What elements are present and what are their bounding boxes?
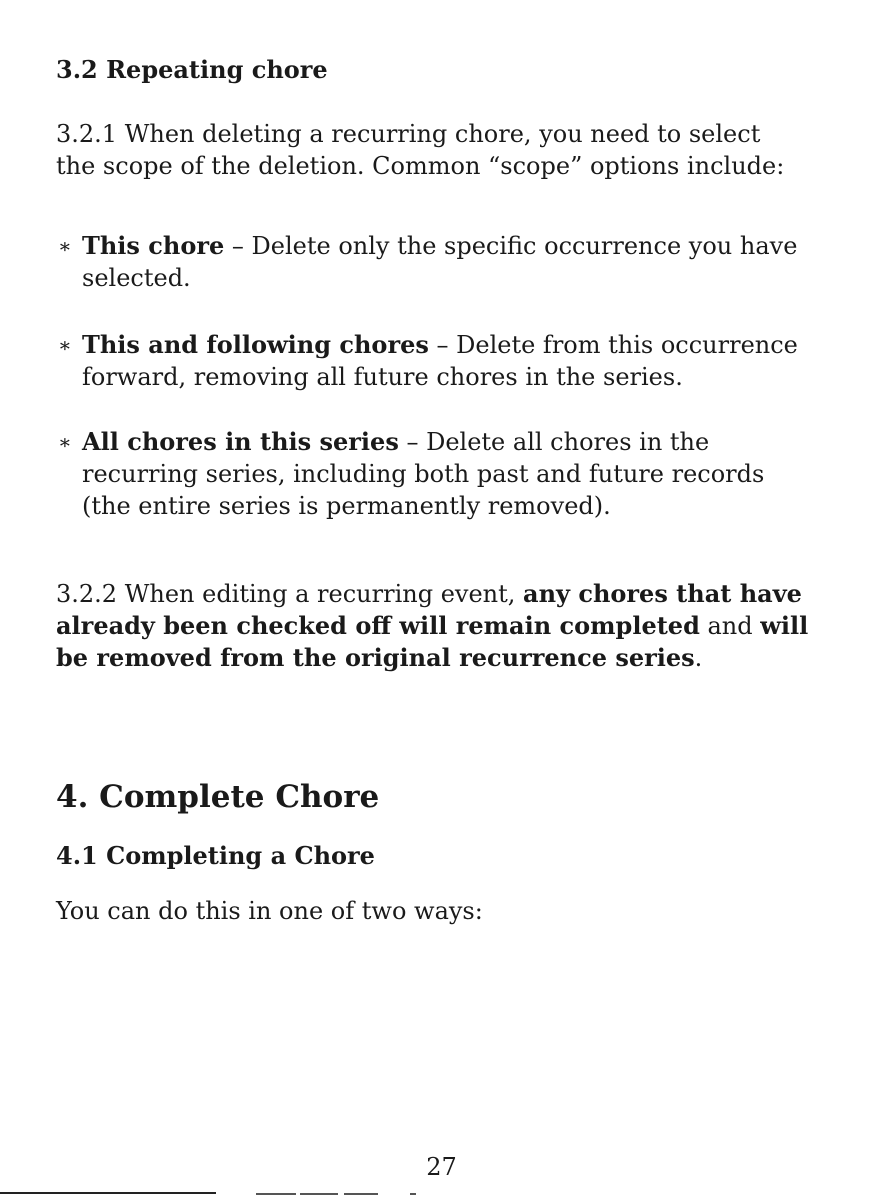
bullet-description: selected. <box>82 264 191 292</box>
paragraph-3-2-1 <box>56 118 846 182</box>
page-number: 27 <box>426 1153 457 1181</box>
bullet-description: – Delete only the specific occurrence you have <box>224 232 798 260</box>
paragraph-text: and <box>699 612 761 640</box>
bullet-description: recurring series, including both past and future records <box>82 460 765 488</box>
footer-divider <box>300 1193 338 1195</box>
bullet-description: – Delete all chores in the <box>398 428 710 456</box>
bullet-term: This chore <box>82 231 225 260</box>
emphasis-text: be removed from the original recurrence series <box>56 643 695 672</box>
emphasis-text: any chores that have <box>523 579 802 608</box>
bullet-description: – Delete from this occurrence <box>428 331 798 359</box>
paragraph-3-2-2 <box>56 578 846 674</box>
section-heading-4-1: 4.1 Completing a Chore <box>56 841 375 870</box>
paragraph-text: . <box>694 644 703 672</box>
section-heading-4: 4. Complete Chore <box>56 779 380 815</box>
bullet-asterisk-icon: ∗ <box>58 430 72 454</box>
footer-divider <box>410 1193 416 1195</box>
paragraph-text: 3.2.2 When editing a recurring event, <box>56 580 524 608</box>
bullet-item-all-chores <box>56 426 846 522</box>
bullet-item-this-chore <box>56 230 846 294</box>
bullet-asterisk-icon: ∗ <box>58 234 72 258</box>
paragraph-line: 3.2.1 When deleting a recurring chore, you need to select <box>56 120 761 148</box>
footer-rule <box>0 1192 216 1194</box>
footer-divider <box>344 1193 378 1195</box>
paragraph-line: the scope of the deletion. Common “scope” options include: <box>56 152 785 180</box>
bullet-term: All chores in this series <box>82 427 399 456</box>
emphasis-text: will <box>760 611 809 640</box>
section-heading-3-2: 3.2 Repeating chore <box>56 55 328 84</box>
emphasis-text: already been checked off will remain completed <box>56 611 700 640</box>
footer-divider <box>256 1193 296 1195</box>
bullet-asterisk-icon: ∗ <box>58 333 72 357</box>
bullet-item-this-and-following <box>56 329 846 393</box>
paragraph-4-1: You can do this in one of two ways: <box>56 897 483 925</box>
bullet-term: This and following chores <box>82 330 429 359</box>
bullet-description: forward, removing all future chores in the series. <box>82 363 683 391</box>
bullet-description: (the entire series is permanently removed). <box>82 492 611 520</box>
